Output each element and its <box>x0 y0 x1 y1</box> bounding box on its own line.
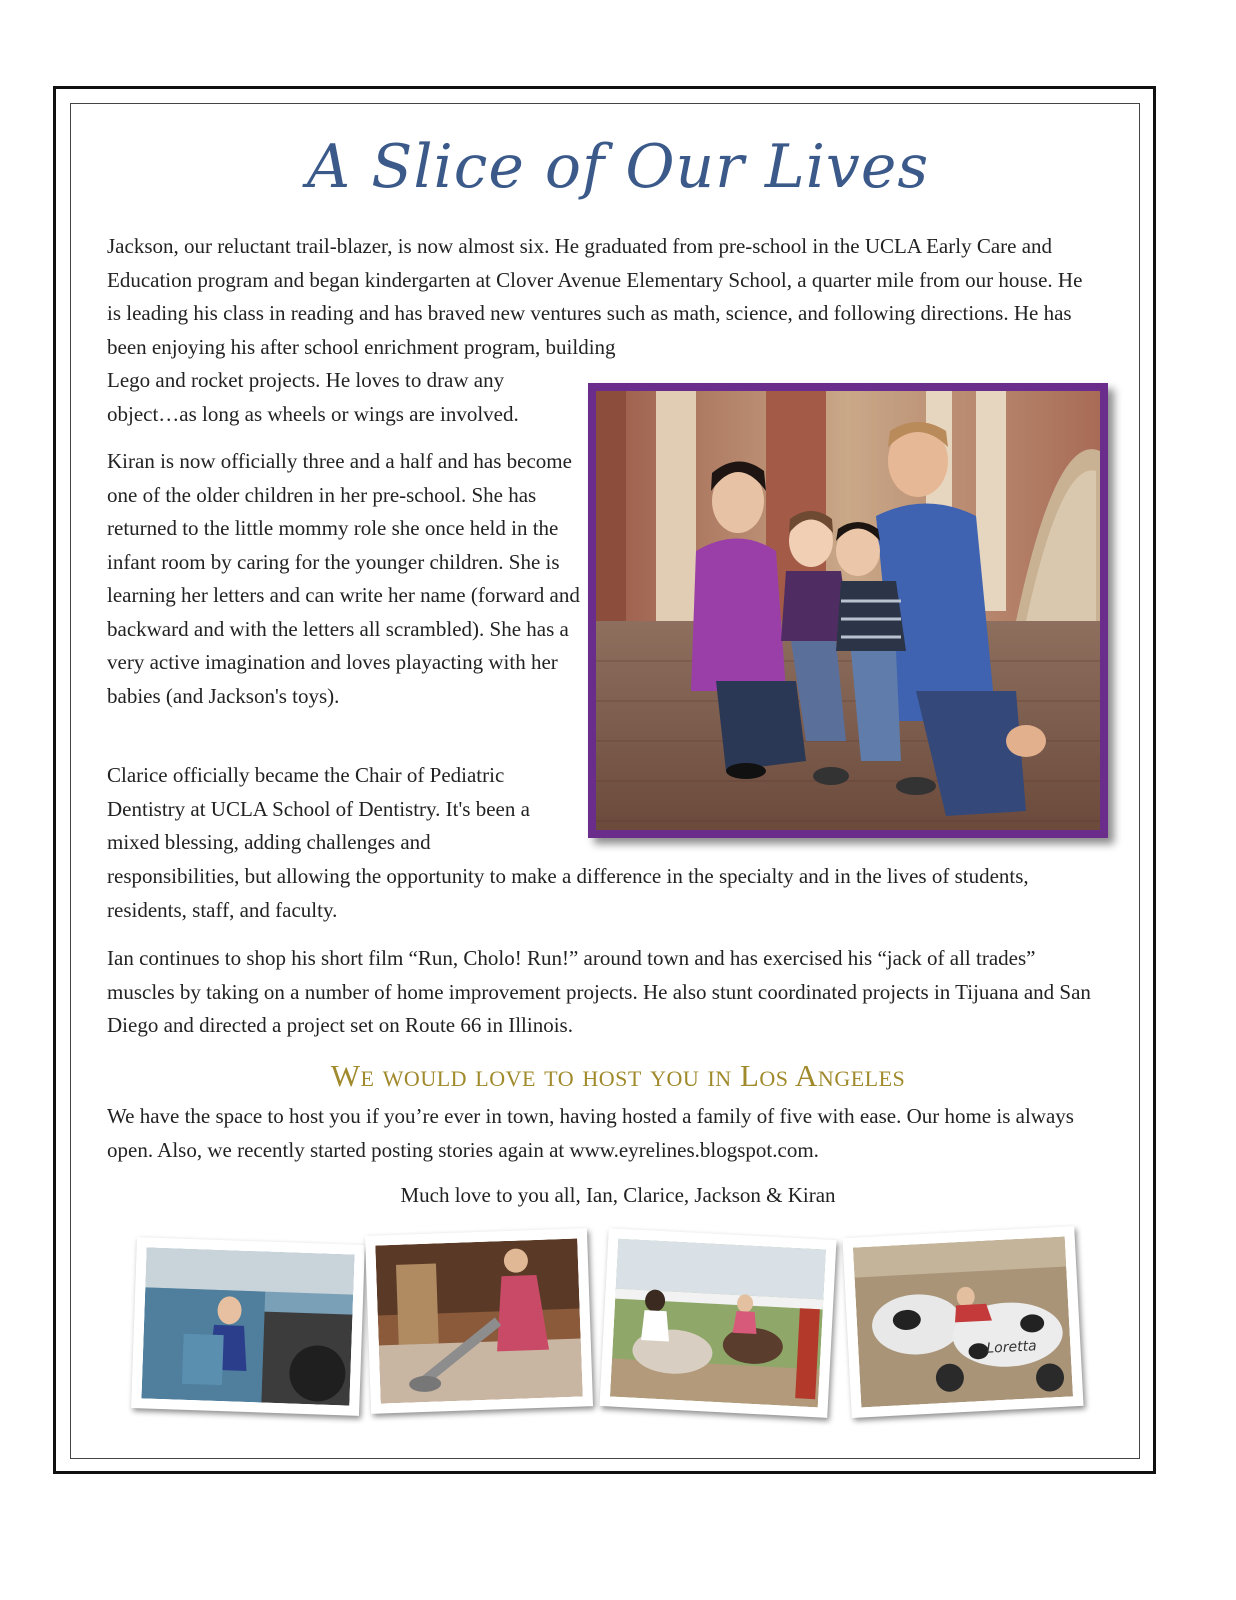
snapshot-boy-on-tractor <box>131 1237 365 1416</box>
snapshot-pony-ride <box>599 1228 836 1418</box>
snapshot-image <box>610 1239 826 1408</box>
snapshot-girl-with-vacuum <box>365 1228 593 1414</box>
host-heading: We would love to host you in Los Angeles <box>330 1058 906 1093</box>
clarice-paragraph-continued: responsibilities, but allowing the opportunity to make a difference in the specialty and in the lives of students, residents, staff, and faculty. <box>107 864 1029 922</box>
ian-paragraph: Ian continues to shop his short film “Run, Cholo! Run!” around town and has exercised his “jack of all trades” muscles by taking on a number of home improvement projects. He also stunt coordinated projects in Tijuana and San Diego and directed a project set on Route 66 in Illinois. <box>107 946 1091 1037</box>
family-photo-image <box>596 391 1100 830</box>
snapshot-image <box>375 1239 582 1404</box>
kiran-paragraph: Kiran is now officially three and a half and has become one of the older children in her pre-school. She has returned to the little mommy role she once held in the infant room by caring for the younger children. She is learning her letters and can write her name (forward and backward and with the letters all scrambled). She has a very active imagination and loves playacting with her babies (and Jackson's toys). <box>107 449 580 708</box>
snapshot-image <box>141 1247 354 1405</box>
host-paragraph: We have the space to host you if you’re ever in town, having hosted a family of five with ease. Our home is always open. Also, we recently started posting stories again at www.eyrelines.blogspot.com. <box>107 1104 1074 1162</box>
jackson-paragraph: Jackson, our reluctant trail-blazer, is now almost six. He graduated from pre-school in the UCLA Early Care and Education program and began kindergarten at Clover Avenue Elementary School, a quarter mile from our house. He is leading his class in reading and has braved new ventures such as math, science, and following directions. He has been enjoying his after school enrichment program, building <box>107 234 1083 359</box>
snapshot-label: Loretta <box>986 1338 1038 1357</box>
closing-line: Much love to you all, Ian, Clarice, Jackson & Kiran <box>400 1183 836 1207</box>
family-photo <box>588 383 1108 838</box>
jackson-paragraph-continued: Lego and rocket projects. He loves to draw any object…as long as wheels or wings are involved. <box>107 368 519 426</box>
clarice-paragraph: Clarice officially became the Chair of Pediatric Dentistry at UCLA School of Dentistry. It's been a mixed blessing, adding challenges and <box>107 763 530 854</box>
snapshot-image <box>853 1237 1073 1408</box>
snapshot-cow-ride <box>842 1226 1083 1418</box>
page-title: A Slice of Our Lives <box>306 132 930 202</box>
